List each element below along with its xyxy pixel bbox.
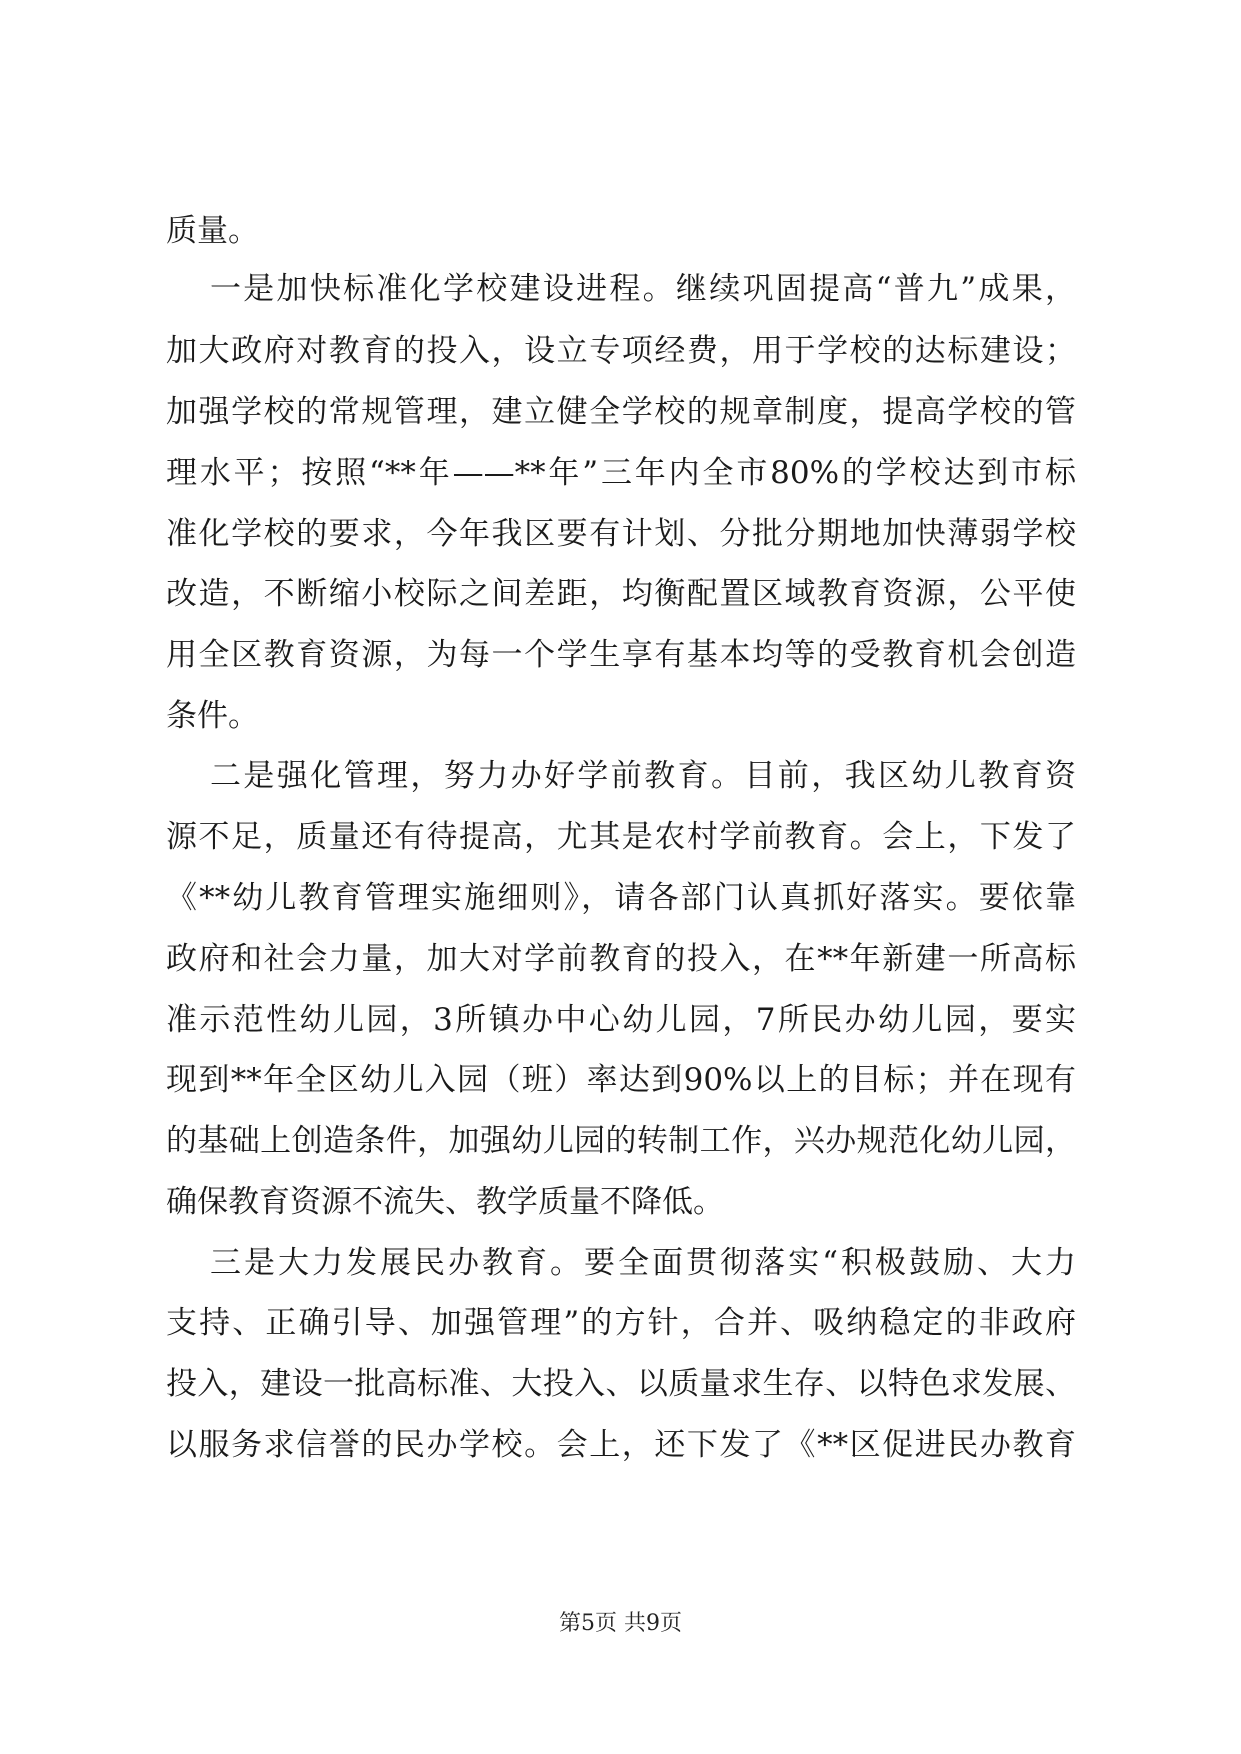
text-line: 理水平；按照“**年——**年”三年内全市80%的学校达到市标 — [166, 455, 1076, 491]
text-line: 政府和社会力量，加大对学前教育的投入，在**年新建一所高标 — [166, 941, 1076, 977]
text-line: 加大政府对教育的投入，设立专项经费，用于学校的达标建设； — [166, 333, 1076, 369]
text-line: 现到**年全区幼儿入园（班）率达到90%以上的目标；并在现有 — [166, 1062, 1076, 1098]
text-line: 用全区教育资源，为每一个学生享有基本均等的受教育机会创造 — [166, 637, 1076, 673]
text-line: 条件。 — [166, 698, 259, 734]
text-line: 确保教育资源不流失、教学质量不降低。 — [166, 1184, 724, 1220]
text-line: 质量。 — [166, 213, 259, 249]
text-line: 支持、正确引导、加强管理”的方针，合并、吸纳稳定的非政府 — [166, 1305, 1076, 1341]
text-line: 准示范性幼儿园，3所镇办中心幼儿园，7所民办幼儿园，要实 — [166, 1002, 1076, 1038]
text-line: 准化学校的要求，今年我区要有计划、分批分期地加快薄弱学校 — [166, 516, 1076, 552]
text-line: 的基础上创造条件，加强幼儿园的转制工作，兴办规范化幼儿园， — [166, 1123, 1076, 1159]
paragraph-first-line: 一是加快标准化学校建设进程。继续巩固提高“普九”成果， — [210, 271, 1076, 307]
page-number-footer: 第5页 共9页 — [559, 1611, 682, 1636]
paragraph-first-line: 二是强化管理，努力办好学前教育。目前，我区幼儿教育资 — [210, 758, 1076, 794]
text-line: 改造，不断缩小校际之间差距，均衡配置区域教育资源，公平使 — [166, 576, 1076, 612]
text-line: 加强学校的常规管理，建立健全学校的规章制度，提高学校的管 — [166, 394, 1076, 430]
paragraph-first-line: 三是大力发展民办教育。要全面贯彻落实“积极鼓励、大力 — [210, 1245, 1076, 1281]
text-line: 《**幼儿教育管理实施细则》，请各部门认真抓好落实。要依靠 — [166, 880, 1076, 916]
text-line: 源不足，质量还有待提高，尤其是农村学前教育。会上，下发了 — [166, 819, 1076, 855]
text-line: 以服务求信誉的民办学校。会上，还下发了《**区促进民办教育 — [166, 1427, 1076, 1463]
text-line: 投入，建设一批高标准、大投入、以质量求生存、以特色求发展、 — [166, 1366, 1076, 1402]
